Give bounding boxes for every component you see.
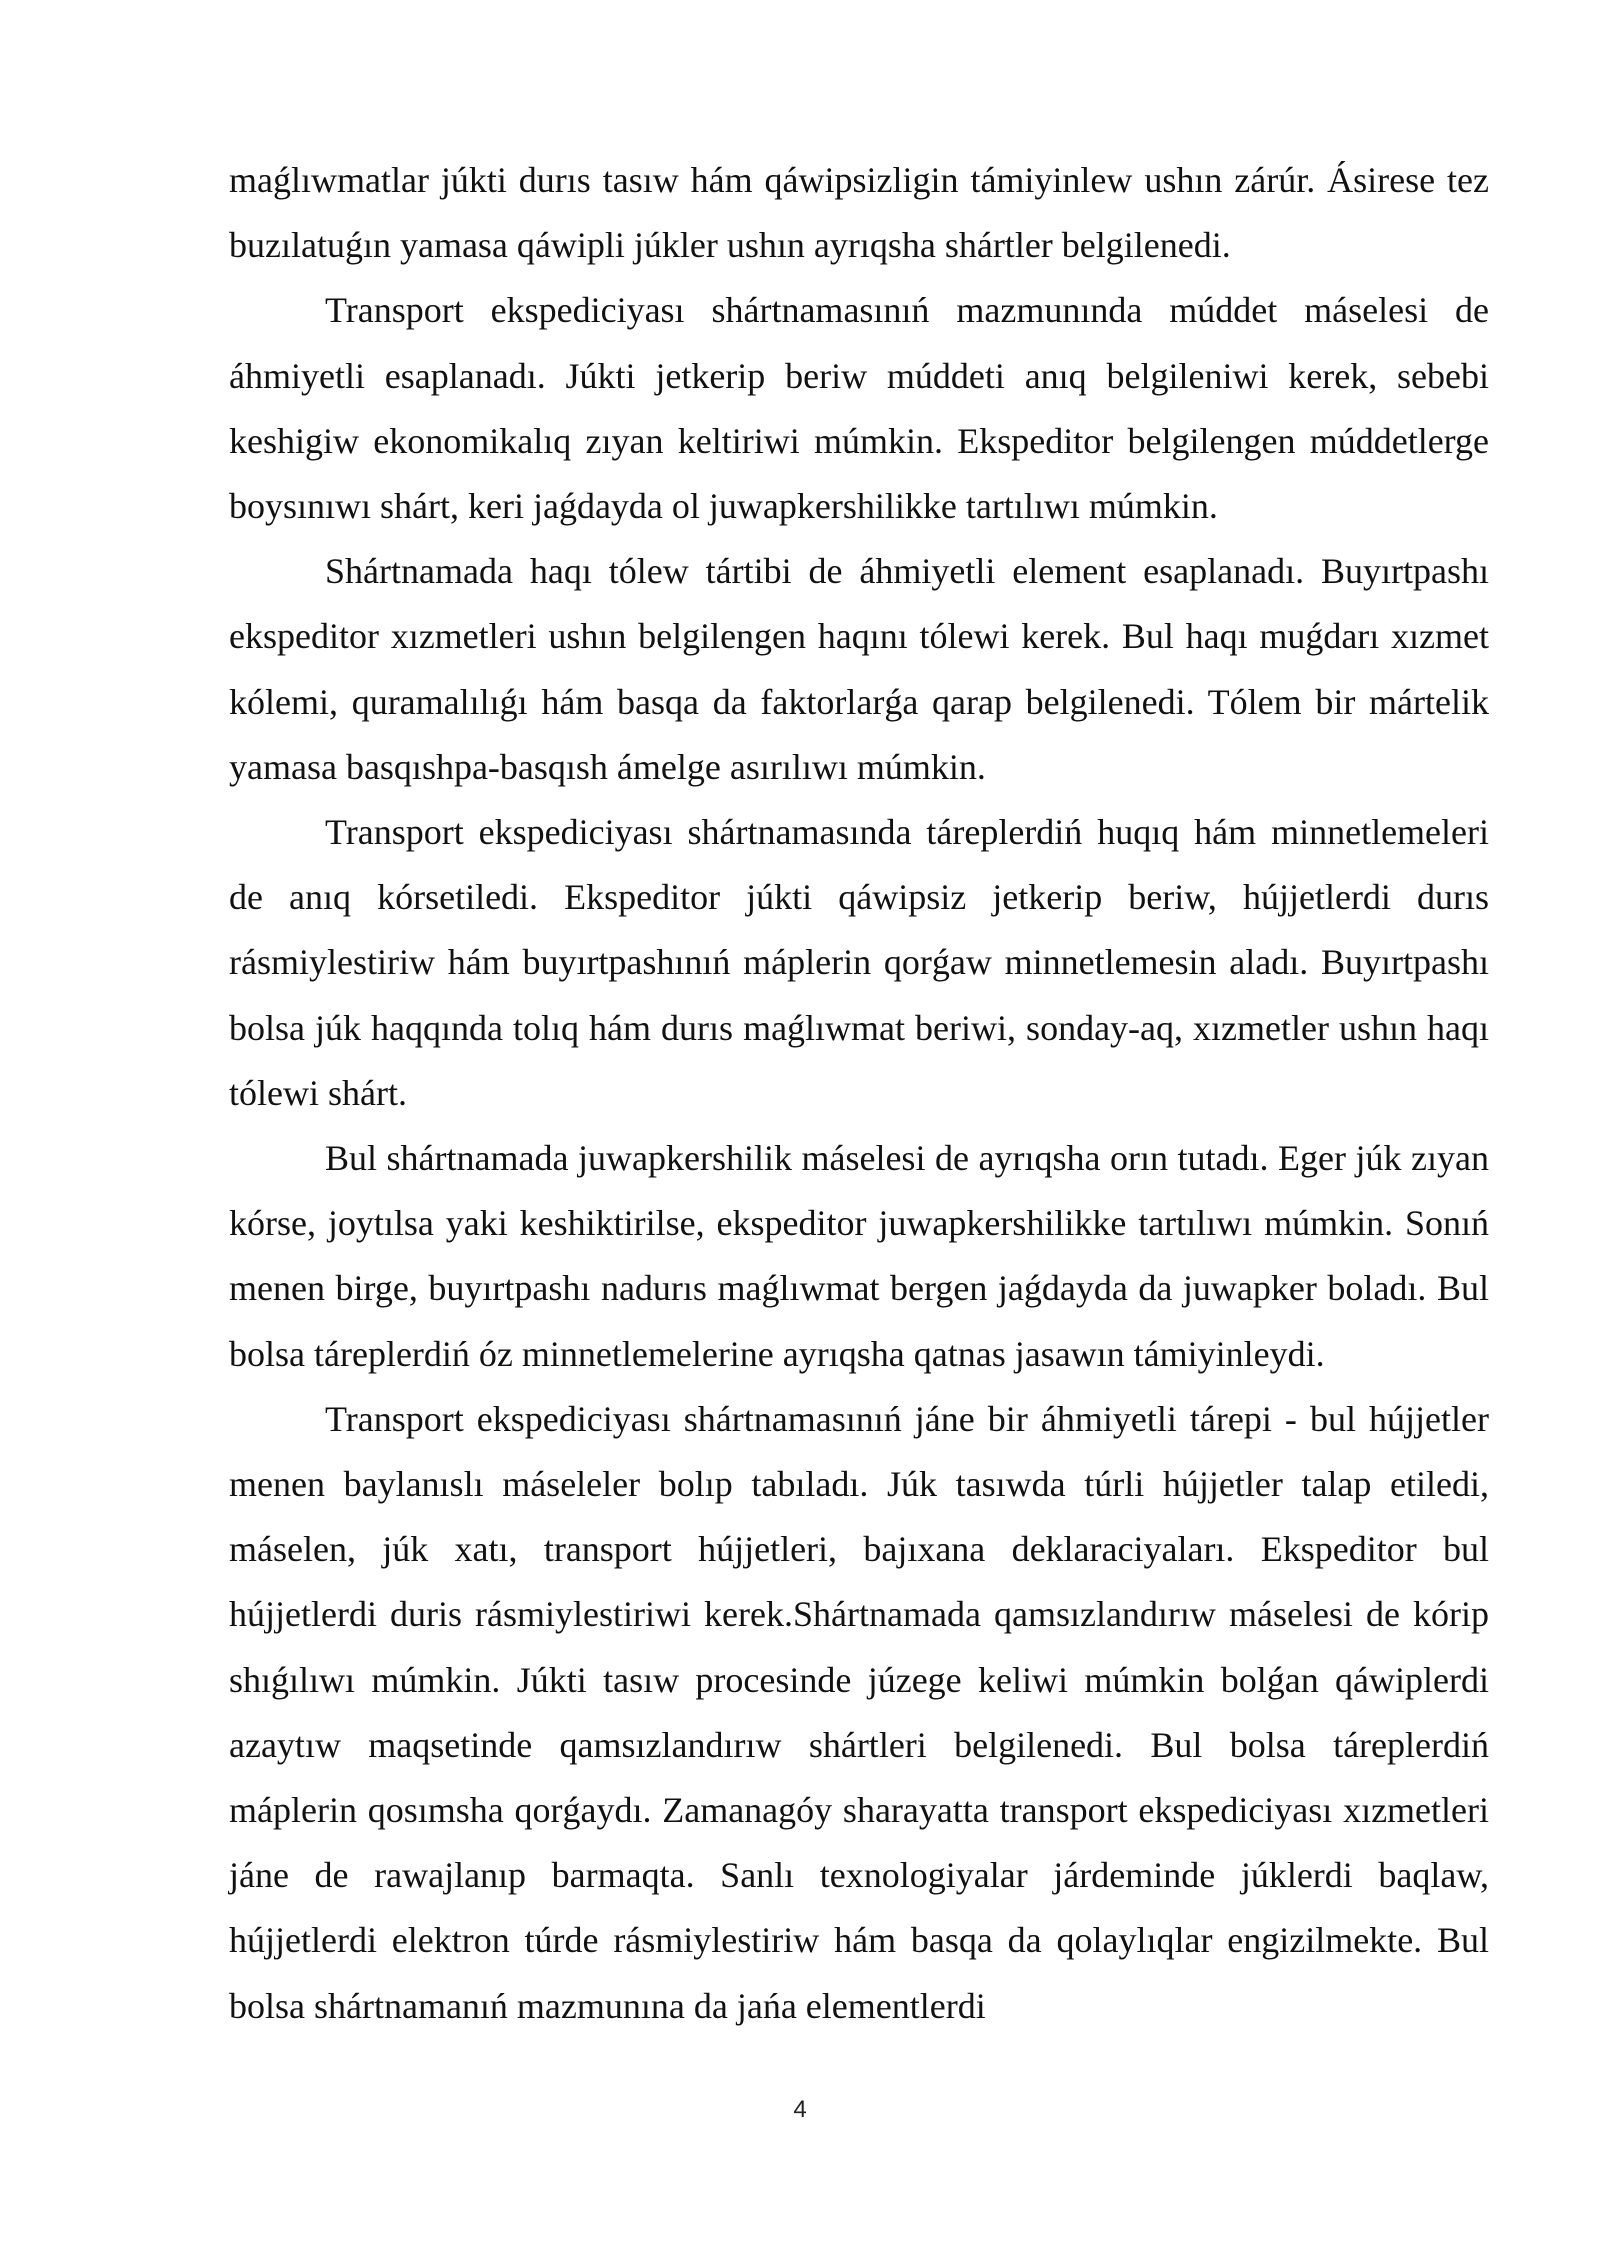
document-body — [229, 148, 1489, 2039]
paragraph-rights-obligations: Transport ekspediciyası shártnamasında táreplerdiń huqıq hám minnetlemeleri de anıq kórsetiledi. Ekspeditor júkti qáwipsiz jetkerip beriw, hújjetlerdi durıs rásmiylestiriw hám buyırtpashınıń máplerin qorǵaw minnetlemesin aladı. Buyırtpashı bolsa júk haqqında tolıq hám durıs maǵlıwmat beriwi, sonday-aq, xızmetler ushın haqı tólewi shárt. — [229, 812, 1489, 1113]
paragraph-deadline: Transport ekspediciyası shártnamasınıń mazmunında múddet máselesi de áhmiyetli esaplanadı. Júkti jetkerip beriw múddeti anıq belgileniwi kerek, sebebi keshigiw ekonomikalıq zıyan keltiriwi múmkin. Ekspeditor belgilengen múddetlerge boysınıwı shárt, keri jaǵdayda ol juwapkershilikke tartılıwı múmkin. — [229, 290, 1489, 527]
paragraph-documents: Transport ekspediciyası shártnamasınıń jáne bir áhmiyetli tárepi - bul hújjetler menen baylanıslı máseleler bolıp tabıladı. Júk tasıwda túrli hújjetler talap etiledi, máselen, júk xatı, transport hújjetleri, bajıxana deklaraciyaları. Ekspeditor bul hújjetlerdi duris rásmiylestiriwi kerek.Shártnamada qamsızlandırıw máselesi de kórip shıǵılıwı múmkin. Júkti tasıw procesinde júzege keliwi múmkin bolǵan qáwiplerdi azaytıw maqsetinde qamsızlandırıw shártleri belgilenedi. Bul bolsa táreplerdiń máplerin qosımsha qorǵaydı. Zamanagóy sharayatta transport ekspediciyası xızmetleri jáne de rawajlanıp barmaqta. Sanlı texnologiyalar járdeminde júklerdi baqlaw, hújjetlerdi elektron túrde rásmiylestiriw hám basqa da qolaylıqlar engizilmekte. Bul bolsa shártnamanıń mazmunına da jańa elementlerdi — [229, 1398, 1489, 2026]
paragraph-continued: maǵlıwmatlar júkti durıs tasıw hám qáwipsizligin támiyinlew ushın zárúr. Ásirese tez buzılatuǵın yamasa qáwipli júkler ushın ayrıqsha shártler belgilenedi. — [229, 160, 1489, 266]
paragraph-payment: Shártnamada haqı tólew tártibi de áhmiyetli element esaplanadı. Buyırtpashı ekspeditor xızmetleri ushın belgilengen haqını tólewi kerek. Bul haqı muǵdarı xızmet kólemi, quramalılıǵı hám basqa da faktorlarǵa qarap belgilenedi. Tólem bir mártelik yamasa basqıshpa-basqısh ámelge asırılıwı múmkin. — [229, 551, 1489, 787]
page-number: 4 — [793, 2096, 807, 2123]
paragraph-liability: Bul shártnamada juwapkershilik máselesi de ayrıqsha orın tutadı. Eger júk zıyan kórse, joytılsa yaki keshiktirilse, ekspeditor juwapkershilikke tartılıwı múmkin. Sonıń menen birge, buyırtpashı nadurıs maǵlıwmat bergen jaǵdayda da juwapker boladı. Bul bolsa táreplerdiń óz minnetlemelerine ayrıqsha qatnas jasawın támiyinleydi. — [229, 1138, 1489, 1374]
